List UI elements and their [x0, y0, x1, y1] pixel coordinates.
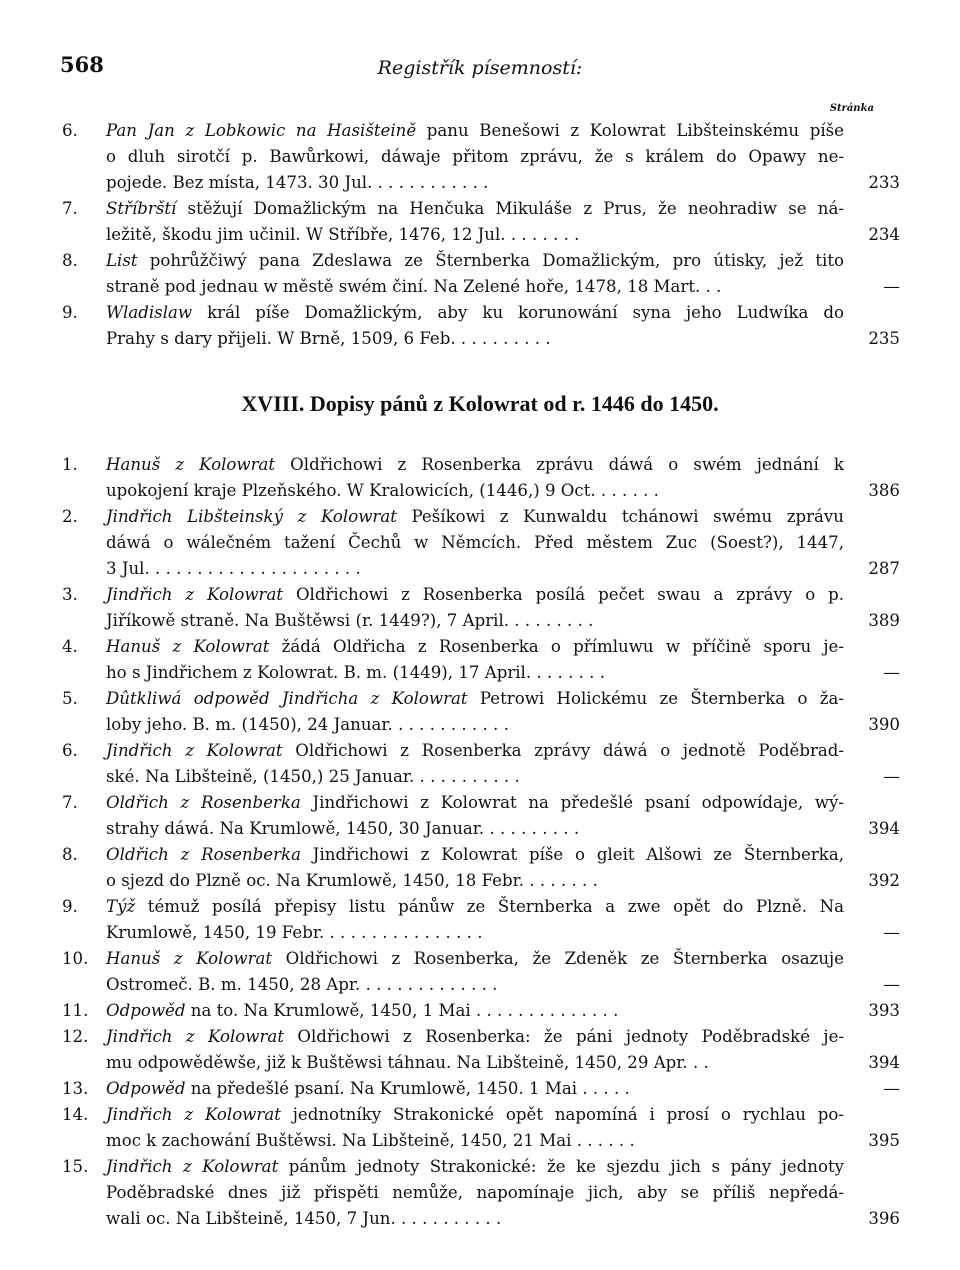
entry-roman-text: loby jeho. B. m. (1450), 24 Januar. — [106, 715, 393, 734]
entry-text — [106, 535, 844, 552]
entry-roman-text: ho s Jindřichem z Kolowrat. B. m. (1449), 17 April. — [106, 663, 532, 682]
entry-number: 8. — [62, 251, 78, 270]
leader-dots: . . . . . . . . . . . — [392, 715, 509, 734]
leader-dots: . . . . . . . . . . . . . . — [470, 1001, 619, 1020]
entry-roman-text: straně pod jednau w městě swém činí. Na Zelené hoře, 1478, 18 Mart. — [106, 277, 701, 296]
entry-roman-text: Oldřichowi z Rosenberka: že páni jednoty Poděbradské je- — [283, 1027, 844, 1046]
entry-text — [106, 227, 844, 244]
leader-dots: . . . . . . — [571, 1131, 635, 1150]
entry-text — [106, 1211, 844, 1228]
page-reference: 396 — [868, 1209, 900, 1228]
entry-italic-name: Odpowěd — [106, 1001, 186, 1020]
entry-italic-name: Hanuš z Kolowrat — [106, 455, 276, 474]
page-reference: — — [883, 663, 900, 682]
leader-dots: . . . . . . . . . . . — [372, 173, 489, 192]
leader-dots: . . . . . . . . . . — [414, 767, 520, 786]
leader-dots: . . . . . . — [595, 481, 659, 500]
page-reference: 394 — [868, 819, 900, 838]
entry-text — [106, 253, 844, 270]
entry-italic-name: Jindřich Libšteinský z Kolowrat — [106, 507, 397, 526]
entry-italic-name: Jindřich z Kolowrat — [106, 1105, 281, 1124]
entry-text — [106, 821, 844, 838]
entry-number: 11. — [62, 1001, 89, 1020]
entry-text — [106, 149, 844, 166]
entry-italic-name: Jindřich z Kolowrat — [106, 1157, 279, 1176]
entry-text — [106, 1029, 844, 1046]
entry-roman-text: 3 Jul. — [106, 559, 150, 578]
entry-italic-name: List — [106, 251, 138, 270]
page-reference: 233 — [868, 173, 900, 192]
entry-text — [106, 201, 844, 218]
page-reference: 395 — [868, 1131, 900, 1150]
entry-text — [106, 743, 844, 760]
entry-number: 6. — [62, 121, 78, 140]
entry-roman-text: Pešíkowi z Kunwaldu tchánowi swému zprávu — [396, 507, 844, 526]
entry-number: 9. — [62, 303, 78, 322]
entry-italic-name: Dûtkliwá odpowěd Jindřicha z Kolowrat — [106, 689, 468, 708]
page-reference: 394 — [868, 1053, 900, 1072]
entry-roman-text: stěžují Domažlickým na Henčuka Mikuláše z Prus, že neohradiw se ná- — [176, 199, 844, 218]
page-reference: — — [883, 767, 900, 786]
entry-roman-text: Prahy s dary přijeli. W Brně, 1509, 6 Feb. — [106, 329, 456, 348]
entry-number: 5. — [62, 689, 78, 708]
entry-roman-text: pohrůžčiwý pana Zdeslawa ze Šternberka Domažlickým, pro útisky, jež tito — [137, 251, 844, 270]
entry-number: 6. — [62, 741, 78, 760]
entry-text — [106, 639, 844, 656]
entry-text — [106, 587, 844, 604]
entry-text — [106, 279, 844, 296]
entry-number: 12. — [62, 1027, 89, 1046]
entry-roman-text: pojede. Bez místa, 1473. 30 Jul. — [106, 173, 373, 192]
entry-number: 13. — [62, 1079, 89, 1098]
entry-roman-text: Jindřichowi z Kolowrat na předešlé psaní odpowídaje, wý- — [300, 793, 844, 812]
entry-number: 14. — [62, 1105, 89, 1124]
entry-number: 2. — [62, 507, 78, 526]
leader-dots: . . . . . . . . . . — [395, 1209, 502, 1228]
entry-roman-text: Ostromeč. B. m. 1450, 28 Apr. — [106, 975, 361, 994]
page-reference: 390 — [868, 715, 900, 734]
entry-roman-text: Oldřichowi z Rosenberka zprávu dáwá o swém jednání k — [275, 455, 844, 474]
entry-text — [106, 795, 844, 812]
leader-dots: . . . . . . . — [524, 871, 598, 890]
leader-dots: . . . . . . . . . — [455, 329, 551, 348]
entry-roman-text: král píše Domažlickým, aby ku korunowání syna jeho Ludwíka do — [192, 303, 844, 322]
entry-italic-name: Týž — [106, 897, 136, 916]
leader-dots: . . . . . . . . . . . . . . . . . . . . — [149, 559, 361, 578]
entry-roman-text: wali oc. Na Libšteině, 1450, 7 Jun. — [106, 1209, 396, 1228]
entry-number: 8. — [62, 845, 78, 864]
page-reference: 393 — [868, 1001, 900, 1020]
entry-roman-text: ležitě, škodu jim učinil. W Stříbře, 1476, 12 Jul. — [106, 225, 506, 244]
entry-number: 4. — [62, 637, 78, 656]
entry-text — [106, 925, 844, 942]
entry-italic-name: Odpowěd — [106, 1079, 186, 1098]
entry-text — [106, 769, 844, 786]
entry-roman-text: Jindřichowi z Kolowrat píše o gleit Alšowi ze Šternberka, — [300, 845, 844, 864]
leader-dots: . . . . . . . . . . . . . — [360, 975, 498, 994]
entry-italic-name: Hanuš z Kolowrat — [106, 637, 270, 656]
entry-italic-name: Jindřich z Kolowrat — [106, 585, 284, 604]
leader-dots: . . — [700, 277, 722, 296]
entry-text — [106, 175, 844, 192]
leader-dots: . . — [687, 1053, 709, 1072]
entry-text — [106, 899, 844, 916]
entry-roman-text: mu odpowěděwše, již k Buštěwsi táhnau. Na Libšteině, 1450, 29 Apr. — [106, 1053, 688, 1072]
page-reference: 287 — [868, 559, 900, 578]
leader-dots: . . . . . . . — [531, 663, 605, 682]
entry-roman-text: o sjezd do Plzně oc. Na Krumlowě, 1450, 18 Febr. — [106, 871, 525, 890]
entry-text — [106, 483, 844, 500]
entry-text — [106, 613, 844, 630]
entry-text — [106, 1055, 844, 1072]
entry-roman-text: Petrowi Holickému ze Šternberka o ža- — [467, 689, 844, 708]
page-reference: 386 — [868, 481, 900, 500]
entry-roman-text: Oldřichowi z Rosenberka, že Zdeněk ze Šternberka osazuje — [272, 949, 844, 968]
page-reference: — — [883, 923, 900, 942]
entry-number: 7. — [62, 199, 78, 218]
entry-text — [106, 951, 844, 968]
entry-text — [106, 123, 844, 140]
entry-number: 7. — [62, 793, 78, 812]
entry-roman-text: na předešlé psaní. Na Krumlowě, 1450. 1 Mai — [185, 1079, 578, 1098]
entry-italic-name: Jindřich z Kolowrat — [106, 741, 283, 760]
entry-text — [106, 691, 844, 708]
page-reference: 235 — [868, 329, 900, 348]
entry-text — [106, 717, 844, 734]
entry-text — [106, 305, 844, 322]
section-title: XVIII. Dopisy pánů z Kolowrat od r. 1446 do 1450. — [241, 391, 719, 416]
page-reference: — — [883, 1079, 900, 1098]
leader-dots: . . . . . . . . . — [484, 819, 580, 838]
entry-text — [106, 1081, 844, 1098]
page-reference: — — [883, 277, 900, 296]
entry-italic-name: Oldřich z Rosenberka — [106, 793, 301, 812]
page-reference: — — [883, 975, 900, 994]
page-reference: 389 — [868, 611, 900, 630]
entry-roman-text: panu Benešowi z Kolowrat Libšteinskému píše — [416, 121, 844, 140]
entry-text — [106, 847, 844, 864]
entry-roman-text: pánům jednoty Strakonické: že ke sjezdu jich s pány jednoty — [278, 1157, 844, 1176]
entry-text — [106, 561, 844, 578]
entry-number: 3. — [62, 585, 78, 604]
page-column-label: Stránka — [829, 103, 874, 114]
entry-text — [106, 977, 844, 994]
entry-italic-name: Stříbrští — [106, 199, 177, 218]
leader-dots: . . . . . . . . . . . . . . . — [324, 923, 483, 942]
entry-roman-text: Krumlowě, 1450, 19 Febr. — [106, 923, 325, 942]
entry-roman-text: upokojení kraje Plzeňského. W Kralowicích, (1446,) 9 Oct. — [106, 481, 596, 500]
entry-roman-text: žádá Oldřicha z Rosenberka o přímluwu w příčině sporu je- — [269, 637, 844, 656]
entry-roman-text: jednotníky Strakonické opět napomíná i prosí o rychlau po- — [280, 1105, 845, 1124]
entry-text — [106, 457, 844, 474]
entry-roman-text: Oldřichowi z Rosenberka zprávy dáwá o jednotě Poděbrad- — [282, 741, 845, 760]
entry-text — [106, 1107, 844, 1124]
entry-roman-text: dáwá o wálečném tažení Čechů w Němcích. Před městem Zuc (Soest?), 1447, — [106, 533, 844, 552]
page-reference: 392 — [868, 871, 900, 890]
entry-italic-name: Hanuš z Kolowrat — [106, 949, 273, 968]
entry-number: 15. — [62, 1157, 89, 1176]
entry-italic-name: Pan Jan z Lobkowic na Hasišteině — [106, 121, 417, 140]
entry-roman-text: Oldřichowi z Rosenberka posílá pečet swau a zprávy o p. — [283, 585, 845, 604]
leader-dots: . . . . . — [577, 1079, 630, 1098]
leader-dots: . . . . . . . . — [509, 611, 594, 630]
entry-roman-text: strahy dáwá. Na Krumlowě, 1450, 30 Januar. — [106, 819, 485, 838]
entry-number: 9. — [62, 897, 78, 916]
entry-text — [106, 509, 844, 526]
entry-text — [106, 873, 844, 890]
entry-roman-text: ské. Na Libšteině, (1450,) 25 Januar. — [106, 767, 415, 786]
entry-roman-text: Jiříkowě straně. Na Buštěwsi (r. 1449?), 7 April. — [106, 611, 510, 630]
entry-italic-name: Jindřich z Kolowrat — [106, 1027, 284, 1046]
entry-text — [106, 665, 844, 682]
page-reference: 234 — [868, 225, 900, 244]
entry-text — [106, 1133, 844, 1150]
page-number: 568 — [60, 52, 104, 77]
entry-text — [106, 1159, 844, 1176]
entry-italic-name: Oldřich z Rosenberka — [106, 845, 301, 864]
entry-text — [106, 1003, 844, 1020]
entry-text — [106, 1185, 844, 1202]
entry-number: 1. — [62, 455, 78, 474]
entry-roman-text: moc k zachowání Buštěwsi. Na Libšteině, 1450, 21 Mai — [106, 1131, 572, 1150]
entry-roman-text: na to. Na Krumlowě, 1450, 1 Mai — [185, 1001, 471, 1020]
leader-dots: . . . . . . . — [505, 225, 580, 244]
entry-roman-text: Poděbradské dnes již přispěti nemůže, napomínaje jich, aby se příliš nepředá- — [106, 1183, 844, 1202]
entry-roman-text: o dluh sirotčí p. Bawůrkowi, dáwaje přitom zprávu, že s králem do Opawy ne- — [106, 147, 844, 166]
entry-number: 10. — [62, 949, 89, 968]
entry-roman-text: témuž posílá přepisy listu pánůw ze Šternberka a zwe opět do Plzně. Na — [135, 897, 844, 916]
entry-text — [106, 331, 844, 348]
entry-italic-name: Wladislaw — [106, 303, 193, 322]
running-title: Registřík písemností: — [377, 57, 583, 79]
